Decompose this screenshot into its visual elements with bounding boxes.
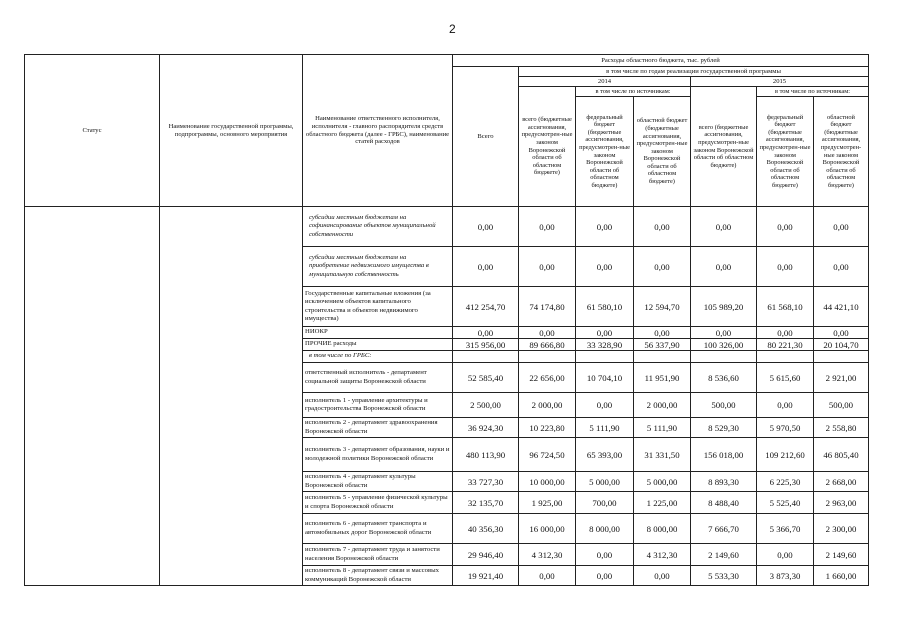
value-federal-2015: 61 568,10 (757, 287, 814, 327)
value-regional-2015: 2 300,00 (814, 514, 869, 544)
value-total: 0,00 (453, 327, 519, 339)
year-2014-header: 2014 (519, 77, 691, 87)
row-label: ответственный исполнитель - департамент социальной защиты Воронежской области (303, 363, 453, 393)
value-total: 36 924,30 (453, 418, 519, 438)
value-federal-2015: 0,00 (757, 207, 814, 247)
value-all-2014: 0,00 (519, 327, 576, 339)
row-label: субсидии местным бюджетам на приобретение недвижимого имущества в муниципальную собственность (303, 247, 453, 287)
value-federal-2015: 5 525,40 (757, 492, 814, 514)
value-regional-2014: 8 000,00 (634, 514, 691, 544)
value-all-2015: 8 529,30 (691, 418, 757, 438)
by-sources-2015-header: в том числе по источникам: (757, 87, 869, 97)
row-label: исполнитель 5 - управление физической культуры и спорта Воронежской области (303, 492, 453, 514)
row-label: исполнитель 3 - департамент образования, науки и молодежной политики Воронежской области (303, 438, 453, 472)
value-federal-2014: 0,00 (576, 566, 634, 586)
value-all-2014: 22 656,00 (519, 363, 576, 393)
by-sources-2014-header: в том числе по источникам: (576, 87, 691, 97)
value-all-2015: 500,00 (691, 393, 757, 418)
value-regional-2015 (814, 351, 869, 363)
value-all-2015: 0,00 (691, 247, 757, 287)
value-regional-2014: 5 000,00 (634, 472, 691, 492)
value-regional-2015: 2 668,00 (814, 472, 869, 492)
value-all-2015: 0,00 (691, 327, 757, 339)
value-federal-2015: 5 366,70 (757, 514, 814, 544)
page-number: 2 (449, 22, 456, 36)
value-total: 412 254,70 (453, 287, 519, 327)
by-years-header: в том числе по годам реализации государственной программы (519, 67, 869, 77)
row-label: исполнитель 8 - департамент связи и массовых коммуникаций Воронежской области (303, 566, 453, 586)
value-regional-2014: 1 225,00 (634, 492, 691, 514)
value-regional-2015: 20 104,70 (814, 339, 869, 351)
value-federal-2015: 3 873,30 (757, 566, 814, 586)
value-federal-2014 (576, 351, 634, 363)
value-all-2015: 105 989,20 (691, 287, 757, 327)
value-all-2015: 8 488,40 (691, 492, 757, 514)
row-label: исполнитель 4 - департамент культуры Воронежской области (303, 472, 453, 492)
value-federal-2015: 0,00 (757, 393, 814, 418)
value-regional-2015: 1 660,00 (814, 566, 869, 586)
value-regional-2014: 0,00 (634, 327, 691, 339)
value-total: 0,00 (453, 247, 519, 287)
value-federal-2015: 0,00 (757, 247, 814, 287)
value-regional-2014: 5 111,90 (634, 418, 691, 438)
year-2015-header: 2015 (691, 77, 869, 87)
value-federal-2015: 5 970,50 (757, 418, 814, 438)
program-name-cell (160, 207, 303, 586)
value-all-2014 (519, 351, 576, 363)
value-total: 52 585,40 (453, 363, 519, 393)
value-federal-2014: 0,00 (576, 207, 634, 247)
value-total: 33 727,30 (453, 472, 519, 492)
value-regional-2015: 2 963,00 (814, 492, 869, 514)
value-regional-2014: 0,00 (634, 566, 691, 586)
value-federal-2015: 109 212,60 (757, 438, 814, 472)
value-all-2014: 1 925,00 (519, 492, 576, 514)
value-total (453, 351, 519, 363)
value-total: 29 946,40 (453, 544, 519, 566)
value-all-2014: 4 312,30 (519, 544, 576, 566)
value-all-2014: 10 223,80 (519, 418, 576, 438)
regional-2014-header: областной бюджет (бюджетные ассигнования, предусмотрен-ные законом Воронежской области об областном бюджете) (634, 97, 691, 207)
executor-name-header: Наименование ответственного исполнителя, исполнителя - главного распорядителя средств областного бюджета (далее - ГРБС), наименование статей расходов (303, 55, 453, 207)
value-regional-2015: 44 421,10 (814, 287, 869, 327)
value-all-2014: 74 174,80 (519, 287, 576, 327)
value-all-2014: 0,00 (519, 247, 576, 287)
value-total: 0,00 (453, 207, 519, 247)
value-federal-2015: 0,00 (757, 544, 814, 566)
regional-2015-header: областной бюджет (бюджетные ассигнования, предусмотрен-ные законом Воронежской области об областном бюджете) (814, 97, 869, 207)
value-all-2015 (691, 351, 757, 363)
value-federal-2014: 0,00 (576, 247, 634, 287)
value-all-2014: 16 000,00 (519, 514, 576, 544)
row-label: в том числе по ГРБС: (303, 351, 453, 363)
federal-2015-header: федеральный бюджет (бюджетные ассигнования, предусмотрен-ные законом Воронежской области об областном бюджете) (757, 97, 814, 207)
value-regional-2015: 0,00 (814, 247, 869, 287)
total-header: Всего (453, 67, 519, 207)
value-all-2015: 156 018,00 (691, 438, 757, 472)
value-federal-2014: 700,00 (576, 492, 634, 514)
value-all-2014: 96 724,50 (519, 438, 576, 472)
row-label: субсидии местным бюджетам на софинансирование объектов муниципальной собственности (303, 207, 453, 247)
row-label: НИОКР (303, 327, 453, 339)
value-federal-2014: 5 000,00 (576, 472, 634, 492)
row-label: исполнитель 1 - управление архитектуры и градостроительства Воронежской области (303, 393, 453, 418)
all-budget-2015-header: всего (бюджетные ассигнования, предусмотрен-ные законом Воронежской области об областном бюджете) (691, 87, 757, 207)
value-all-2014: 0,00 (519, 207, 576, 247)
value-total: 480 113,90 (453, 438, 519, 472)
value-total: 40 356,30 (453, 514, 519, 544)
value-federal-2014: 65 393,00 (576, 438, 634, 472)
value-all-2015: 8 893,30 (691, 472, 757, 492)
value-federal-2015 (757, 351, 814, 363)
value-regional-2014: 4 312,30 (634, 544, 691, 566)
value-total: 19 921,40 (453, 566, 519, 586)
value-regional-2014: 0,00 (634, 247, 691, 287)
value-total: 315 956,00 (453, 339, 519, 351)
value-federal-2014: 0,00 (576, 393, 634, 418)
value-all-2014: 89 666,80 (519, 339, 576, 351)
status-cell (25, 207, 160, 586)
value-federal-2015: 6 225,30 (757, 472, 814, 492)
value-federal-2015: 5 615,60 (757, 363, 814, 393)
row-label: исполнитель 7 - департамент труда и занятости населения Воронежской области (303, 544, 453, 566)
row-label: ПРОЧИЕ расходы (303, 339, 453, 351)
value-federal-2014: 0,00 (576, 327, 634, 339)
value-regional-2015: 46 805,40 (814, 438, 869, 472)
status-header: Статус (25, 55, 160, 207)
value-regional-2014 (634, 351, 691, 363)
federal-2014-header: федеральный бюджет (бюджетные ассигнования, предусмотрен-ные законом Воронежской области об областном бюджете) (576, 97, 634, 207)
row-label: исполнитель 2 - департамент здравоохранения Воронежской области (303, 418, 453, 438)
value-federal-2014: 10 704,10 (576, 363, 634, 393)
value-federal-2014: 8 000,00 (576, 514, 634, 544)
value-regional-2015: 2 558,80 (814, 418, 869, 438)
value-total: 32 135,70 (453, 492, 519, 514)
row-label: Государственные капитальные вложения (за исключением объектов капитального строительства и объектов недвижимого имущества) (303, 287, 453, 327)
value-regional-2014: 2 000,00 (634, 393, 691, 418)
value-regional-2014: 56 337,90 (634, 339, 691, 351)
row-label: исполнитель 6 - департамент транспорта и автомобильных дорог Воронежской области (303, 514, 453, 544)
program-name-header: Наименование государственной программы, подпрограммы, основного мероприятия (160, 55, 303, 207)
value-regional-2015: 2 921,00 (814, 363, 869, 393)
value-all-2014: 0,00 (519, 566, 576, 586)
expenses-title: Расходы областного бюджета, тыс. рублей (453, 55, 869, 67)
value-all-2015: 0,00 (691, 207, 757, 247)
value-federal-2014: 33 328,90 (576, 339, 634, 351)
value-all-2015: 2 149,60 (691, 544, 757, 566)
value-all-2015: 100 326,00 (691, 339, 757, 351)
value-regional-2014: 12 594,70 (634, 287, 691, 327)
value-regional-2014: 0,00 (634, 207, 691, 247)
value-regional-2014: 31 331,50 (634, 438, 691, 472)
value-federal-2015: 80 221,30 (757, 339, 814, 351)
value-regional-2014: 11 951,90 (634, 363, 691, 393)
value-federal-2014: 61 580,10 (576, 287, 634, 327)
value-all-2014: 2 000,00 (519, 393, 576, 418)
value-federal-2014: 5 111,90 (576, 418, 634, 438)
value-all-2015: 5 533,30 (691, 566, 757, 586)
value-all-2015: 8 536,60 (691, 363, 757, 393)
budget-table (24, 54, 869, 586)
table-row (25, 207, 869, 247)
value-regional-2015: 0,00 (814, 327, 869, 339)
value-total: 2 500,00 (453, 393, 519, 418)
value-all-2015: 7 666,70 (691, 514, 757, 544)
value-federal-2014: 0,00 (576, 544, 634, 566)
value-regional-2015: 0,00 (814, 207, 869, 247)
value-regional-2015: 2 149,60 (814, 544, 869, 566)
value-regional-2015: 500,00 (814, 393, 869, 418)
value-federal-2015: 0,00 (757, 327, 814, 339)
value-all-2014: 10 000,00 (519, 472, 576, 492)
all-budget-2014-header: всего (бюджетные ассигнования, предусмотрен-ные законом Воронежской области об областном бюджете) (519, 87, 576, 207)
